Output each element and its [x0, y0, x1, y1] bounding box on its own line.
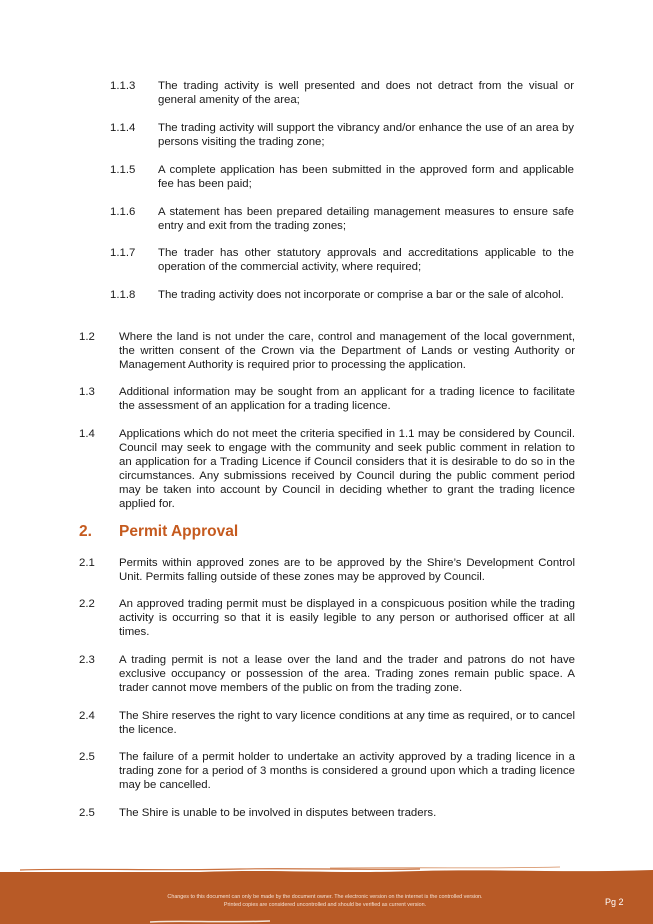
clause-number: 1.1.8: [110, 289, 136, 301]
clause-number: 2.3: [79, 654, 95, 666]
clause-number: 1.3: [79, 386, 95, 398]
clause-number: 1.1.6: [110, 206, 136, 218]
clause-text: An approved trading permit must be displayed in a conspicuous position while the trading activity is occurring so that it is easily legible to any person or authorised officer at all times.: [119, 598, 575, 638]
footer-disclaimer-line-2: Printed copies are considered uncontrolled and should be verified as current version.: [223, 902, 427, 908]
clause-text: The failure of a permit holder to undertake an activity approved by a trading licence in a trading zone for a period of 3 months is considered a ground upon which a trading licence may be cancelled.: [119, 751, 575, 791]
clause-number: 2.5: [79, 807, 95, 819]
clause-text: The trader has other statutory approvals and accreditations applicable to the operation of the commercial activity, where required;: [158, 247, 574, 273]
clause-text: A trading permit is not a lease over the land and the trader and patrons do not have exclusive occupancy or possession of the area. Trading zones remain public space. A trader cannot move members of the public on from the trading zone.: [119, 654, 575, 694]
clause-text: The trading activity will support the vibrancy and/or enhance the use of an area by persons visiting the trading zone;: [158, 122, 574, 148]
section-number: 2.: [79, 523, 92, 540]
clause-number: 1.4: [79, 428, 95, 440]
clause-number: 1.1.5: [110, 164, 136, 176]
clause-text: Additional information may be sought from an applicant for a trading licence to facilitate the assessment of an application for a trading licence.: [119, 386, 575, 412]
clause-text: Where the land is not under the care, control and management of the local government, the written consent of the Crown via the Department of Lands or vesting Authority or Management Authority is required prior to processing the application.: [119, 331, 575, 371]
clause-text: A complete application has been submitted in the approved form and applicable fee has been paid;: [158, 164, 574, 190]
clause-text: Permits within approved zones are to be approved by the Shire’s Development Control Unit. Permits falling outside of these zones may be approved by Council.: [119, 557, 575, 583]
footer-brush-stroke: [150, 918, 270, 924]
clause-number: 2.5: [79, 751, 95, 763]
section-title: Permit Approval: [119, 523, 239, 540]
clause-text: The trading activity is well presented and does not detract from the visual or general amenity of the area;: [158, 80, 574, 106]
clause-number: 1.1.4: [110, 122, 136, 134]
clause-text: The Shire is unable to be involved in disputes between traders.: [119, 807, 437, 819]
clause-number: 2.1: [79, 557, 95, 569]
footer-disclaimer-line-1: Changes to this document can only be made by the document owner. The electronic version on the internet is the controlled version.: [167, 894, 483, 900]
clause-text: The Shire reserves the right to vary licence conditions at any time as required, or to cancel the licence.: [119, 710, 575, 736]
clause-text: The trading activity does not incorporate or comprise a bar or the sale of alcohol.: [158, 289, 564, 301]
page-number: Pg 2: [605, 897, 624, 907]
clause-text: A statement has been prepared detailing management measures to ensure safe entry and exit from the trading zones;: [158, 206, 574, 232]
clause-number: 1.1.3: [110, 80, 136, 92]
clause-number: 1.2: [79, 331, 95, 343]
clause-number: 2.4: [79, 710, 95, 722]
footer-disclaimer: [60, 893, 590, 909]
clause-text: Applications which do not meet the criteria specified in 1.1 may be considered by Council. Council may seek to engage with the community and seek public comment in relation to an application for a Trading Licence if Council considers that it is desirable to do so in the circumstances. Any submissions received by Council during the public comment period may be taken into account by Council in deciding whether to grant the trading licence applied for.: [119, 428, 575, 510]
clause-number: 2.2: [79, 598, 95, 610]
clause-number: 1.1.7: [110, 247, 136, 259]
